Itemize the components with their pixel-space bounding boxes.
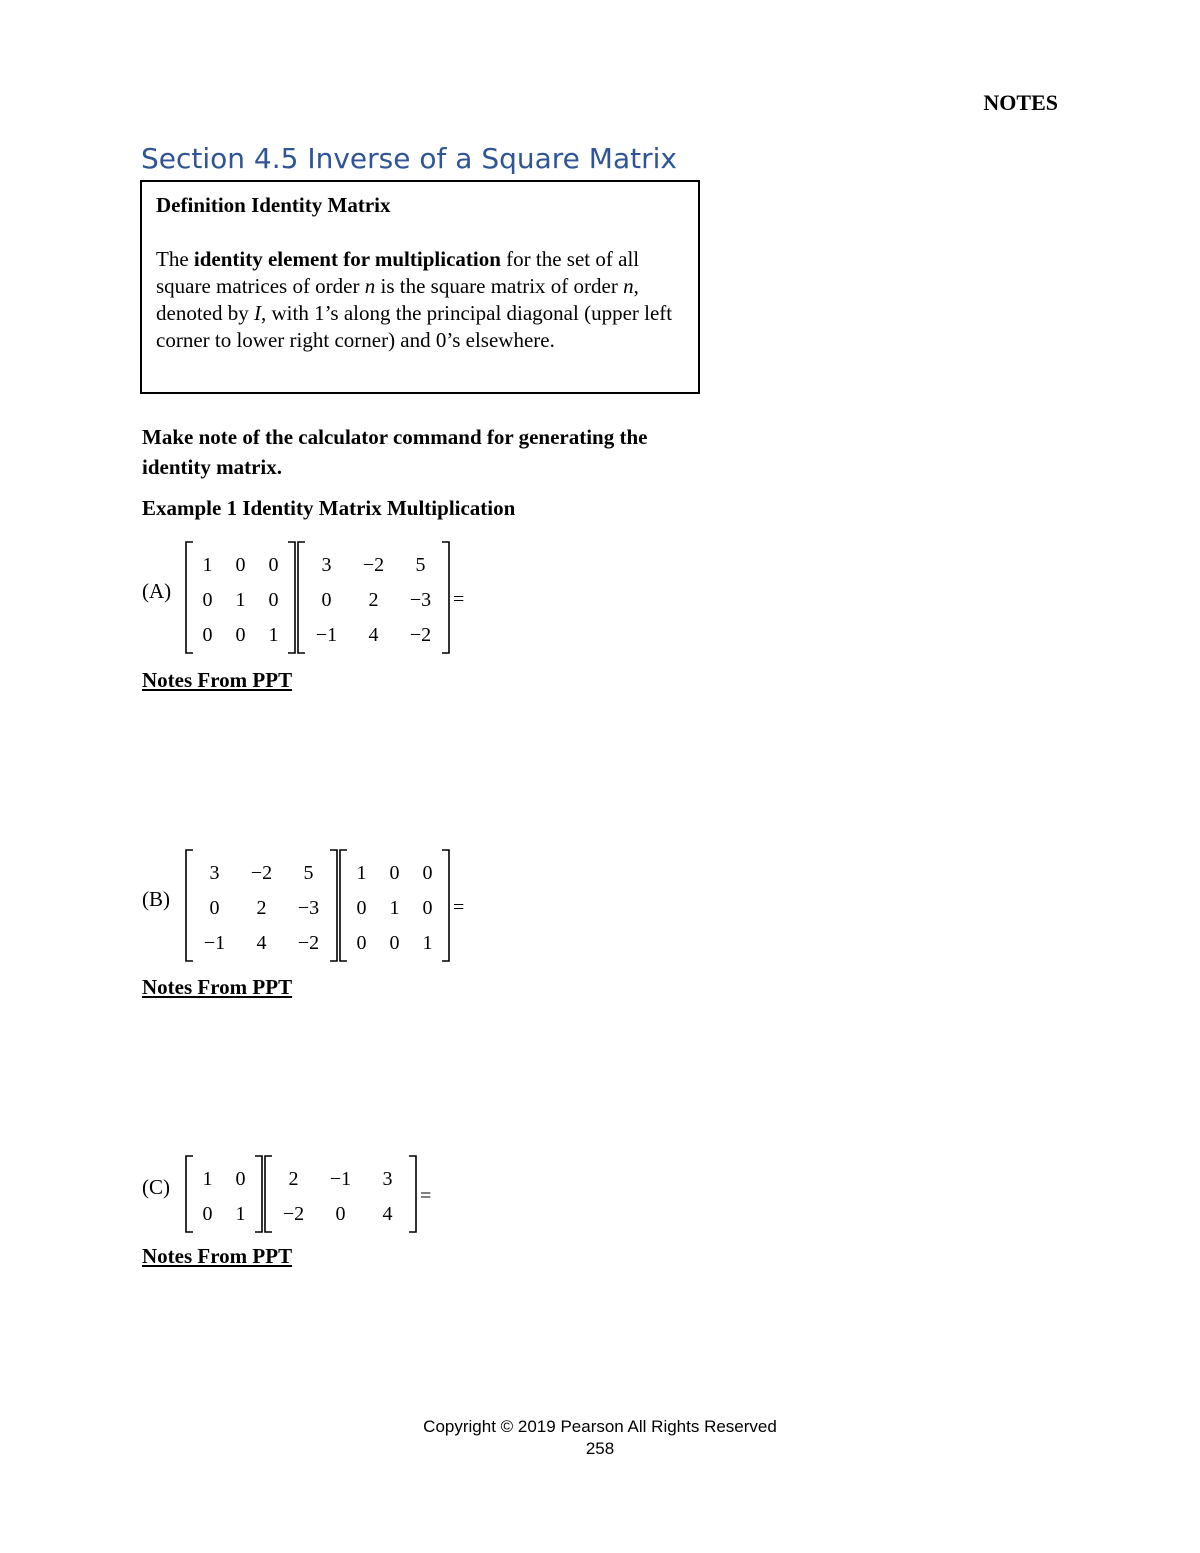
matrix-left-cell: 0	[202, 589, 213, 611]
matrix-left-cell: 1	[202, 554, 213, 576]
equals-sign: =	[420, 1185, 432, 1207]
matrix-left-left-bracket	[186, 850, 193, 961]
equation-b-label: (B)	[142, 887, 170, 911]
notes-from-ppt-b: Notes From PPT	[142, 975, 293, 999]
variable-n: n	[623, 274, 634, 298]
matrix-right-cell: −3	[409, 589, 432, 611]
matrix-right-cell: 1	[356, 862, 367, 884]
definition-text-part: for the set of all square matrices of order	[156, 247, 640, 298]
matrix-left-right-bracket	[330, 850, 337, 961]
definition-text-part: , with 1’s along the principal diagonal (upper left corner to lower right corner) and 0’s elsewhere.	[156, 301, 673, 352]
example-heading: Example 1 Identity Matrix Multiplication	[142, 496, 516, 520]
matrix-right-cell: 0	[356, 897, 367, 919]
matrix-left-cell: 3	[209, 862, 220, 884]
matrix-right-cell: 5	[415, 554, 426, 576]
matrix-right-cell: 3	[321, 554, 332, 576]
notes-label: NOTES	[983, 90, 1058, 115]
notes-from-ppt-c: Notes From PPT	[142, 1244, 293, 1268]
matrix-right-cell: −1	[329, 1168, 352, 1190]
section-title: Section 4.5 Inverse of a Square Matrix	[141, 142, 677, 175]
matrix-left-right-bracket	[288, 542, 295, 653]
matrix-left-cell: 0	[268, 554, 279, 576]
equation-a-label: (A)	[142, 579, 172, 603]
matrix-right-cell: 0	[335, 1203, 346, 1225]
variable-n: n	[364, 274, 376, 298]
equation-c-label: (C)	[142, 1175, 170, 1199]
definition-text-start: The	[156, 247, 194, 271]
matrix-right-cell: 2	[368, 589, 379, 611]
matrix-right-cell: −1	[315, 624, 338, 646]
equals-sign: =	[453, 896, 465, 919]
matrix-left-cell: 1	[235, 1203, 246, 1225]
matrix-left-cell: 1	[235, 589, 246, 611]
variable-i: I	[253, 301, 261, 325]
matrix-right-left-bracket	[298, 542, 305, 653]
equation-c	[184, 1154, 432, 1225]
matrix-right-cell: 4	[368, 624, 379, 646]
matrix-left-cell: 0	[202, 1203, 213, 1225]
matrix-right-cell: 0	[389, 862, 400, 884]
matrix-left-cell: −2	[297, 932, 320, 954]
equation-a	[184, 540, 464, 644]
matrix-left-cell: 0	[202, 624, 213, 646]
definition-text-part: , denoted by	[156, 274, 639, 325]
matrix-left-cell: −3	[297, 897, 320, 919]
matrix-left-cell: 1	[268, 624, 279, 646]
matrix-right-right-bracket	[442, 850, 449, 961]
definition-text-part: is the square matrix of order	[375, 274, 624, 298]
matrix-right-right-bracket	[442, 542, 449, 653]
matrix-right-cell: −2	[282, 1203, 305, 1225]
matrix-left-cell: 0	[268, 589, 279, 611]
matrix-right-cell: 0	[356, 932, 367, 954]
matrix-right-right-bracket	[409, 1156, 416, 1232]
page-number: 258	[585, 1439, 615, 1458]
definition-bold-term: identity element for multiplication	[193, 247, 501, 271]
matrix-right-cell: 1	[389, 897, 400, 919]
page-footer	[0, 1416, 1200, 1460]
matrix-left-cell: 2	[256, 897, 267, 919]
matrix-left-right-bracket	[255, 1156, 262, 1232]
equals-sign: =	[453, 588, 465, 611]
matrix-left-cell: 1	[202, 1168, 213, 1190]
matrix-right-left-bracket	[340, 850, 347, 961]
definition-text	[156, 246, 684, 354]
matrix-right-cell: 1	[422, 932, 433, 954]
matrix-left-left-bracket	[186, 542, 193, 653]
definition-heading: Definition Identity Matrix	[156, 193, 391, 217]
matrix-left-cell: −1	[203, 932, 226, 954]
matrix-left-cell: 0	[235, 624, 246, 646]
matrix-right-cell: 3	[382, 1168, 393, 1190]
matrix-left-cell: 5	[303, 862, 314, 884]
matrix-right-left-bracket	[265, 1156, 272, 1232]
matrix-right-cell: 2	[288, 1168, 299, 1190]
matrix-right-cell: 0	[422, 862, 433, 884]
matrix-left-cell: 0	[209, 897, 220, 919]
matrix-left-cell: 0	[235, 554, 246, 576]
copyright-text: Copyright © 2019 Pearson All Rights Reserved	[423, 1417, 777, 1436]
matrix-left-cell: 0	[235, 1168, 246, 1190]
matrix-right-cell: 4	[382, 1203, 393, 1225]
matrix-left-cell: 4	[256, 932, 267, 954]
calculator-note: Make note of the calculator command for generating the identity matrix.	[142, 425, 648, 479]
equation-b	[184, 848, 464, 952]
matrix-left-left-bracket	[186, 1156, 193, 1232]
matrix-left-cell: −2	[250, 862, 273, 884]
matrix-right-cell: −2	[409, 624, 432, 646]
notes-from-ppt-a: Notes From PPT	[142, 668, 293, 692]
matrix-right-cell: 0	[389, 932, 400, 954]
definition-box	[140, 180, 700, 394]
matrix-right-cell: −2	[362, 554, 385, 576]
matrix-right-cell: 0	[321, 589, 332, 611]
matrix-right-cell: 0	[422, 897, 433, 919]
